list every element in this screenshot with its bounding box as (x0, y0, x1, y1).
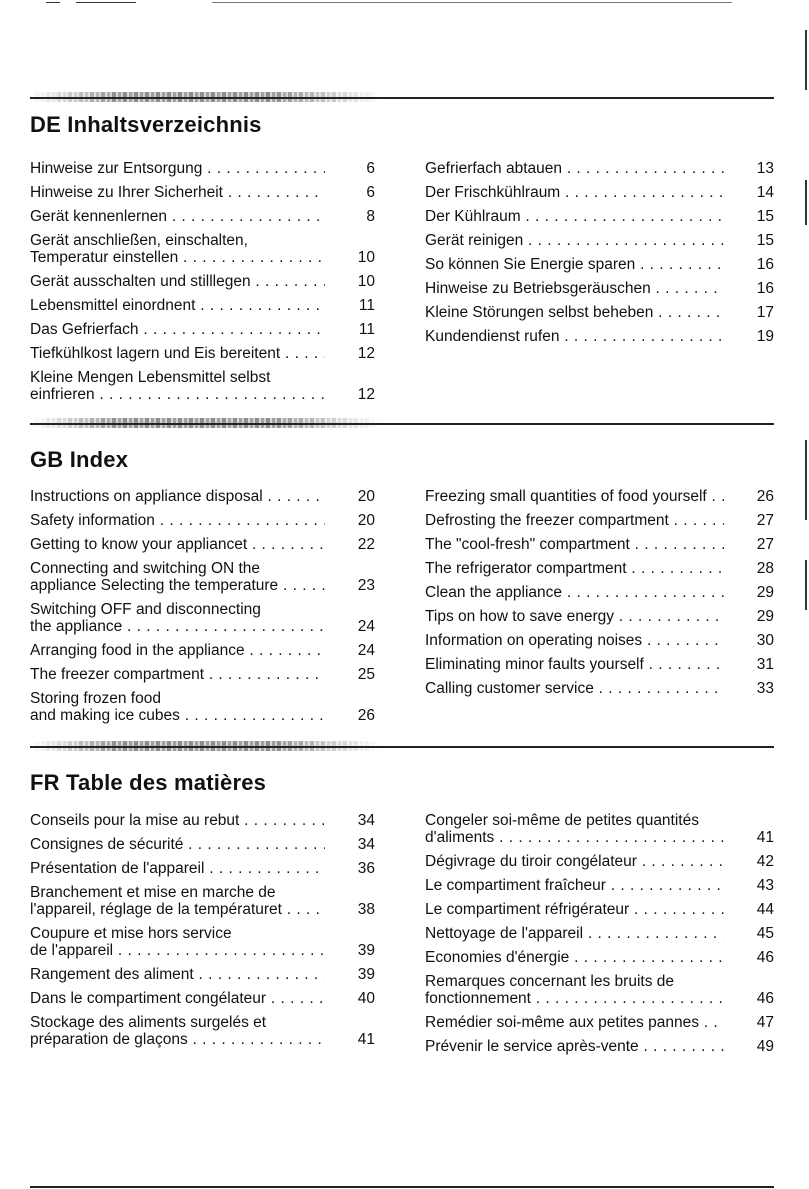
toc-entry-page: 16 (756, 280, 774, 297)
toc-entry (425, 536, 774, 553)
toc-entry-title: Présentation de l'appareil . . . (30, 860, 325, 877)
toc-entry-page: 26 (357, 707, 375, 724)
toc-entry (425, 232, 774, 249)
toc-entry-page: 42 (756, 853, 774, 870)
toc-entry-title: Der Frischkühlraum . . . (425, 184, 724, 201)
toc-entry (30, 990, 375, 1007)
toc-entry (425, 184, 774, 201)
toc-entry-title: Remédier soi-même aux petites pannes . . . (425, 1014, 724, 1031)
toc-entry-page: 10 (357, 249, 375, 266)
toc-entry-title: Consignes de sécurité . . . (30, 836, 325, 853)
toc-entry (30, 369, 375, 403)
toc-entry-title: Kundendienst rufen . . . (425, 328, 724, 345)
toc-entry-page: 24 (357, 618, 375, 635)
toc-entry-page: 12 (357, 386, 375, 403)
toc-entry-title: Safety information . . . (30, 512, 325, 529)
toc-entry (425, 208, 774, 225)
toc-entry-page: 8 (366, 208, 375, 225)
toc-entry-title: Getting to know your appliancet . . . (30, 536, 325, 553)
toc-column-left (30, 812, 375, 1055)
toc-column-right (425, 812, 774, 1062)
toc-entry-page: 15 (756, 232, 774, 249)
toc-entry-title: Dans le compartiment congélateur . . . (30, 990, 325, 1007)
toc-column-right (425, 160, 774, 352)
toc-entry (425, 304, 774, 321)
toc-entry (425, 488, 774, 505)
toc-entry (30, 208, 375, 225)
toc-entry-page: 33 (756, 680, 774, 697)
scan-edge-mark (805, 440, 807, 520)
toc-entry-title: préparation de glaçons . . . (30, 1031, 325, 1048)
toc-entry-page: 47 (756, 1014, 774, 1031)
toc-entry-page: 20 (357, 488, 375, 505)
toc-entry-title: Hinweise zu Ihrer Sicherheit . . . (30, 184, 325, 201)
toc-entry-title: The refrigerator compartment . . . (425, 560, 724, 577)
toc-entry-title: Hinweise zu Betriebsgeräuschen . . . (425, 280, 724, 297)
toc-entry-page: 22 (357, 536, 375, 553)
toc-entry-title: Defrosting the freezer compartment . . . (425, 512, 724, 529)
toc-entry-page: 44 (756, 901, 774, 918)
toc-entry-page: 41 (357, 1031, 375, 1048)
toc-entry-page: 30 (756, 632, 774, 649)
toc-entry-title: Branchement et mise en marche de (30, 884, 276, 901)
section-de (30, 92, 774, 422)
toc-entry-title: Economies d'énergie . . . (425, 949, 724, 966)
toc-entry-title: appliance Selecting the temperature . . . (30, 577, 325, 594)
toc-entry-page: 19 (756, 328, 774, 345)
toc-entry (30, 345, 375, 362)
toc-entry-page: 12 (357, 345, 375, 362)
toc-entry-title: Le compartiment réfrigérateur . . . (425, 901, 724, 918)
toc-entry (425, 853, 774, 870)
toc-entry-title: Coupure et mise hors service (30, 925, 232, 942)
toc-entry (30, 925, 375, 959)
toc-entry-page: 6 (366, 160, 375, 177)
toc-entry-title: Hinweise zur Entsorgung . . . (30, 160, 325, 177)
toc-entry (30, 812, 375, 829)
toc-column-left (30, 160, 375, 410)
toc-entry (425, 973, 774, 1007)
toc-entry (30, 297, 375, 314)
toc-entry-title: Information on operating noises . . . (425, 632, 724, 649)
toc-entry-page: 24 (357, 642, 375, 659)
toc-entry-title: Gefrierfach abtauen . . . (425, 160, 724, 177)
toc-entry-page: 28 (756, 560, 774, 577)
toc-entry-page: 34 (357, 812, 375, 829)
section-fr (30, 741, 774, 1081)
top-scan-rule (0, 0, 809, 6)
section-heading: GB Index (30, 447, 129, 472)
toc-entry-page: 25 (357, 666, 375, 683)
toc-entry (30, 642, 375, 659)
toc-entry (30, 273, 375, 290)
toc-entry-title: Dégivrage du tiroir congélateur . . . (425, 853, 724, 870)
toc-entry-title: l'appareil, réglage de la températuret . . . (30, 901, 325, 918)
toc-entry (425, 280, 774, 297)
toc-entry-title: Stockage des aliments surgelés et (30, 1014, 267, 1031)
toc-entry-title: Rangement des aliment . . . (30, 966, 325, 983)
toc-entry (425, 584, 774, 601)
toc-entry (30, 184, 375, 201)
section-heading: DE Inhaltsverzeichnis (30, 112, 262, 137)
toc-entry (30, 690, 375, 724)
toc-entry (30, 860, 375, 877)
toc-entry-title: Gerät ausschalten und stilllegen . . . (30, 273, 325, 290)
toc-entry-title: Tips on how to save energy . . . (425, 608, 724, 625)
toc-entry-page: 36 (357, 860, 375, 877)
toc-entry-page: 11 (358, 321, 375, 338)
toc-entry-page: 41 (756, 829, 774, 846)
toc-entry-title: Das Gefrierfach . . . (30, 321, 325, 338)
toc-entry-title: Freezing small quantities of food yourself . . . (425, 488, 724, 505)
toc-entry-title: Storing frozen food (30, 690, 161, 707)
toc-entry-page: 40 (357, 990, 375, 1007)
toc-entry-page: 45 (756, 925, 774, 942)
toc-entry (425, 632, 774, 649)
toc-entry-page: 15 (756, 208, 774, 225)
section-gb (30, 418, 774, 738)
toc-entry-page: 38 (357, 901, 375, 918)
toc-entry (30, 560, 375, 594)
toc-entry (30, 836, 375, 853)
section-heading: FR Table des matières (30, 770, 267, 795)
toc-entry-page: 39 (357, 942, 375, 959)
toc-column-right (425, 488, 774, 704)
toc-entry-page: 39 (357, 966, 375, 983)
toc-entry (425, 1014, 774, 1031)
toc-entry (30, 321, 375, 338)
toc-entry-title: Connecting and switching ON the (30, 560, 261, 577)
toc-entry-title: Lebensmittel einordnent . . . (30, 297, 325, 314)
toc-entry-title: Temperatur einstellen . . . (30, 249, 325, 266)
toc-entry-title: The "cool-fresh" compartment . . . (425, 536, 724, 553)
toc-entry-page: 31 (756, 656, 774, 673)
toc-entry-title: de l'appareil . . . (30, 942, 325, 959)
toc-entry-title: Gerät reinigen . . . (425, 232, 724, 249)
toc-entry-title: Clean the appliance . . . (425, 584, 724, 601)
toc-entry (30, 601, 375, 635)
toc-entry-page: 27 (756, 536, 774, 553)
toc-entry (425, 512, 774, 529)
toc-entry-title: the appliance . . . (30, 618, 325, 635)
toc-entry-page: 6 (366, 184, 375, 201)
toc-entry (425, 328, 774, 345)
toc-entry-page: 14 (756, 184, 774, 201)
toc-column-left (30, 488, 375, 731)
toc-entry-title: Congeler soi-même de petites quantités (425, 812, 699, 829)
toc-entry-title: Conseils pour la mise au rebut . . . (30, 812, 325, 829)
toc-entry (425, 949, 774, 966)
toc-entry-title: Remarques concernant les bruits de (425, 973, 674, 990)
scan-edge-mark (805, 180, 807, 225)
toc-entry (425, 256, 774, 273)
toc-entry (425, 680, 774, 697)
toc-entry-page: 20 (357, 512, 375, 529)
toc-entry-page: 29 (756, 584, 774, 601)
toc-entry (425, 1038, 774, 1055)
toc-entry (425, 608, 774, 625)
toc-entry-title: Gerät kennenlernen . . . (30, 208, 325, 225)
toc-entry-page: 16 (756, 256, 774, 273)
section-divider (30, 418, 774, 428)
bottom-scan-rule (30, 1186, 774, 1188)
toc-entry-title: Prévenir le service après-vente . . . (425, 1038, 724, 1055)
toc-entry-title: Switching OFF and disconnecting (30, 601, 261, 618)
toc-entry-title: Der Kühlraum . . . (425, 208, 724, 225)
toc-entry-page: 27 (756, 512, 774, 529)
toc-entry-title: Kleine Mengen Lebensmittel selbst (30, 369, 271, 386)
toc-entry (425, 560, 774, 577)
toc-entry (30, 966, 375, 983)
toc-entry (30, 666, 375, 683)
toc-entry-title: Gerät anschließen, einschalten, (30, 232, 248, 249)
toc-entry-page: 46 (756, 949, 774, 966)
toc-entry (425, 160, 774, 177)
toc-entry-title: So können Sie Energie sparen . . . (425, 256, 724, 273)
scan-edge-mark (805, 560, 807, 610)
toc-entry-title: Kleine Störungen selbst beheben . . . (425, 304, 724, 321)
toc-entry (30, 536, 375, 553)
toc-entry-page: 26 (756, 488, 774, 505)
toc-entry-title: The freezer compartment . . . (30, 666, 325, 683)
toc-entry-title: and making ice cubes . . . (30, 707, 325, 724)
toc-entry-title: Calling customer service . . . (425, 680, 724, 697)
toc-entry (30, 1014, 375, 1048)
toc-entry-title: Instructions on appliance disposal . . . (30, 488, 325, 505)
toc-entry-title: fonctionnement . . . (425, 990, 724, 1007)
toc-entry-title: d'aliments . . . (425, 829, 724, 846)
toc-entry-title: Nettoyage de l'appareil . . . (425, 925, 724, 942)
toc-entry-page: 11 (358, 297, 375, 314)
toc-entry-title: einfrieren . . . (30, 386, 325, 403)
toc-entry (425, 901, 774, 918)
toc-entry-title: Arranging food in the appliance . . . (30, 642, 325, 659)
toc-entry (30, 884, 375, 918)
toc-entry-page: 46 (756, 990, 774, 1007)
toc-entry-page: 10 (357, 273, 375, 290)
section-divider (30, 92, 774, 102)
toc-entry-page: 49 (756, 1038, 774, 1055)
toc-entry (425, 925, 774, 942)
scan-edge-mark (805, 30, 807, 90)
toc-entry-page: 43 (756, 877, 774, 894)
toc-entry-page: 23 (357, 577, 375, 594)
toc-entry-title: Le compartiment fraîcheur . . . (425, 877, 724, 894)
section-divider (30, 741, 774, 751)
toc-entry (30, 160, 375, 177)
toc-entry (425, 656, 774, 673)
toc-entry-title: Eliminating minor faults yourself . . . (425, 656, 724, 673)
toc-entry (30, 512, 375, 529)
toc-entry-title: Tiefkühlkost lagern und Eis bereitent . . . (30, 345, 325, 362)
toc-entry (30, 488, 375, 505)
toc-entry-page: 17 (756, 304, 774, 321)
toc-entry (425, 812, 774, 846)
toc-entry (30, 232, 375, 266)
toc-entry-page: 13 (756, 160, 774, 177)
toc-entry-page: 34 (357, 836, 375, 853)
toc-entry (425, 877, 774, 894)
toc-entry-page: 29 (756, 608, 774, 625)
